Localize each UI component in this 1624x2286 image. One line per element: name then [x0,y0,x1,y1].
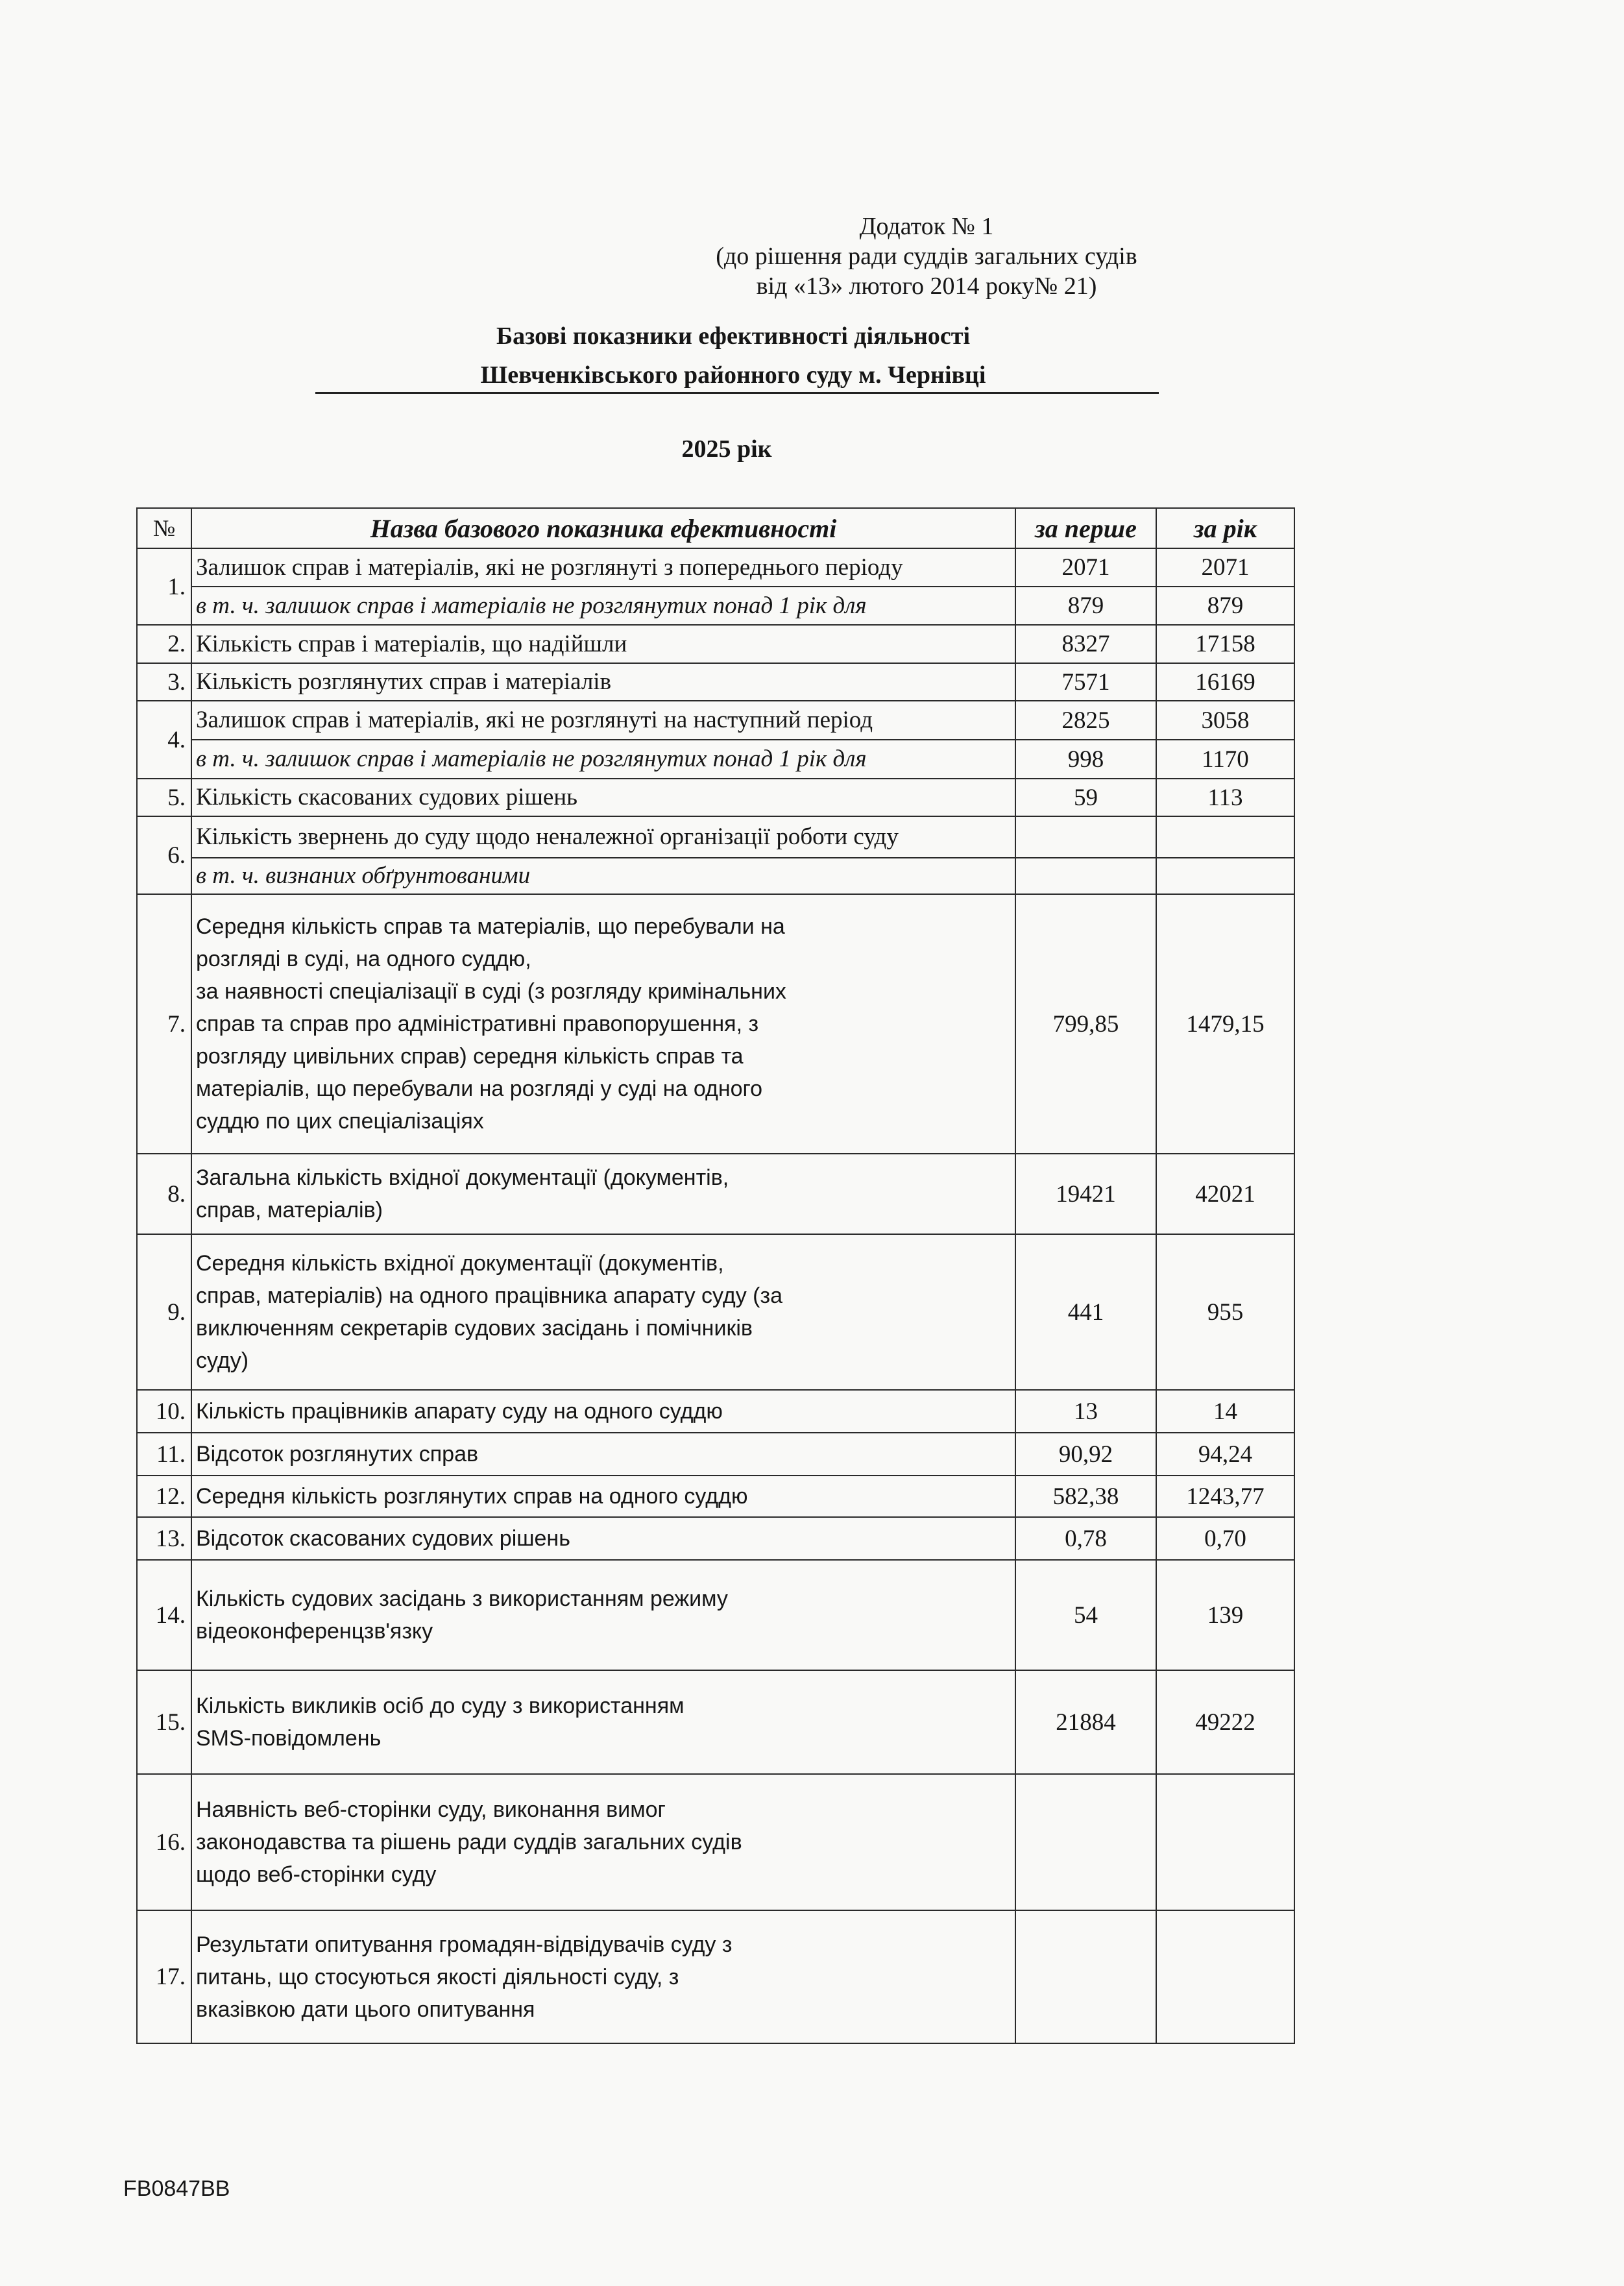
annex-header [699,212,1154,301]
table-row [137,1560,1294,1670]
indicator-line: Загальна кількість вхідної документації (документів, [196,1165,729,1190]
value-first: 799,85 [1015,894,1156,1154]
indicator-line: законодавства та рішень ради суддів загальних судів [196,1830,742,1854]
table-row [137,1390,1294,1433]
value-year: 879 [1156,587,1294,625]
indicator-name: Залишок справ і матеріалів, які не розглянуті з попереднього періоду [191,548,1015,587]
value-year: 42021 [1156,1154,1294,1234]
indicator-name: Кількість звернень до суду щодо неналежної організації роботи суду [191,816,1015,858]
value-first [1015,816,1156,858]
indicator-name: Залишок справ і матеріалів, які не розглянуті на наступний період [191,701,1015,740]
indicator-line: щодо веб-сторінки суду [196,1862,437,1887]
value-first: 19421 [1015,1154,1156,1234]
title-line-1: Базові показники ефективності діяльності [496,322,971,350]
header-number: № [137,508,191,548]
value-year: 1479,15 [1156,894,1294,1154]
indicator-line: SMS-повідомлень [196,1726,382,1751]
indicator-line: питань, що стосуються якості діяльності суду, з [196,1964,679,1989]
table-row [137,740,1294,779]
value-year: 955 [1156,1234,1294,1390]
value-first: 59 [1015,779,1156,816]
value-year: 14 [1156,1390,1294,1433]
indicator-subname: в т. ч. визнаних обґрунтованими [191,858,1015,894]
row-number: 3. [137,663,191,701]
indicator-line: відеоконференцзв'язку [196,1619,433,1644]
indicator-subname: в т. ч. залишок справ і матеріалів не розглянутих понад 1 рік для [191,740,1015,779]
row-number: 11. [137,1433,191,1476]
value-first: 879 [1015,587,1156,625]
indicator-line: Середня кількість справ та матеріалів, що перебували на [196,914,785,939]
value-year: 113 [1156,779,1294,816]
indicator-name [191,1670,1015,1774]
row-number: 4. [137,701,191,779]
value-year: 2071 [1156,548,1294,587]
title-line-2: Шевченківського районного суду м. Чернівці [480,361,986,389]
row-number: 16. [137,1774,191,1910]
value-year: 16169 [1156,663,1294,701]
value-first: 0,78 [1015,1517,1156,1560]
title-underline [315,392,1159,394]
value-first: 2825 [1015,701,1156,740]
row-number: 17. [137,1910,191,2043]
value-year [1156,816,1294,858]
indicator-name [191,1154,1015,1234]
value-year [1156,858,1294,894]
indicator-line: суду) [196,1348,249,1373]
indicator-line: за наявності спеціалізації в суді (з розгляду кримінальних [196,979,786,1004]
value-year [1156,1910,1294,2043]
table-row [137,858,1294,894]
value-first: 90,92 [1015,1433,1156,1476]
table-row [137,625,1294,663]
row-number: 10. [137,1390,191,1433]
row-number: 1. [137,548,191,625]
value-first: 582,38 [1015,1476,1156,1517]
indicator-name: Відсоток розглянутих справ [191,1433,1015,1476]
indicator-subname: в т. ч. залишок справ і матеріалів не розглянутих понад 1 рік для [191,587,1015,625]
value-first [1015,1774,1156,1910]
indicator-name [191,1774,1015,1910]
value-first: 7571 [1015,663,1156,701]
value-first: 21884 [1015,1670,1156,1774]
indicator-line: розгляді в суді, на одного суддю, [196,947,531,971]
value-year: 139 [1156,1560,1294,1670]
value-first [1015,1910,1156,2043]
table-row [137,1433,1294,1476]
indicators-table [136,507,1295,2044]
indicator-name: Кількість скасованих судових рішень [191,779,1015,816]
row-number: 6. [137,816,191,894]
report-year: 2025 рік [681,435,772,463]
document-title [311,317,1155,395]
row-number: 8. [137,1154,191,1234]
indicator-line: Середня кількість вхідної документації (документів, [196,1251,724,1276]
table-row [137,1910,1294,2043]
value-year: 3058 [1156,701,1294,740]
indicator-line: виключенням секретарів судових засідань і помічників [196,1316,753,1341]
row-number: 7. [137,894,191,1154]
value-first: 998 [1015,740,1156,779]
value-first: 441 [1015,1234,1156,1390]
header-first-period: за перше [1015,508,1156,548]
indicator-name: Кількість розглянутих справ і матеріалів [191,663,1015,701]
indicator-line: справ та справ про адміністративні правопорушення, з [196,1012,759,1036]
row-number: 14. [137,1560,191,1670]
row-number: 12. [137,1476,191,1517]
value-year: 49222 [1156,1670,1294,1774]
value-year: 17158 [1156,625,1294,663]
table-row [137,1774,1294,1910]
value-first: 13 [1015,1390,1156,1433]
table-row [137,701,1294,740]
table-row [137,779,1294,816]
value-first: 54 [1015,1560,1156,1670]
indicator-name [191,1910,1015,2043]
indicator-line: суддю по цих спеціалізаціях [196,1109,484,1134]
document-code: FB0847BB [123,2176,230,2201]
indicator-line: розгляду цивільних справ) середня кількість справ та [196,1044,744,1069]
table-row [137,1154,1294,1234]
table-row [137,1517,1294,1560]
table-header-row [137,508,1294,548]
value-year: 1243,77 [1156,1476,1294,1517]
value-first: 2071 [1015,548,1156,587]
indicator-name [191,1234,1015,1390]
table-row [137,548,1294,587]
row-number: 15. [137,1670,191,1774]
header-year: за рік [1156,508,1294,548]
header-indicator-name: Назва базового показника ефективності [191,508,1015,548]
indicator-name: Відсоток скасованих судових рішень [191,1517,1015,1560]
indicator-name [191,894,1015,1154]
value-year: 0,70 [1156,1517,1294,1560]
value-year: 1170 [1156,740,1294,779]
table-row [137,1476,1294,1517]
table-row [137,1670,1294,1774]
annex-line-2: (до рішення ради суддів загальних судів [716,243,1137,270]
table-row [137,894,1294,1154]
indicator-line: матеріалів, що перебували на розгляді у суді на одного [196,1076,763,1101]
value-first [1015,858,1156,894]
table-row [137,663,1294,701]
indicator-line: Наявність веб-сторінки суду, виконання вимог [196,1797,666,1822]
table-row [137,816,1294,858]
indicator-name [191,1560,1015,1670]
indicator-line: Результати опитування громадян-відвідувачів суду з [196,1932,733,1957]
indicator-line: справ, матеріалів) на одного працівника апарату суду (за [196,1283,782,1308]
row-number: 9. [137,1234,191,1390]
indicator-line: вказівкою дати цього опитування [196,1997,535,2022]
annex-line-1: Додаток № 1 [859,213,994,240]
indicator-name: Кількість працівників апарату суду на одного суддю [191,1390,1015,1433]
table-row [137,1234,1294,1390]
indicator-name: Кількість справ і матеріалів, що надійшли [191,625,1015,663]
table-row [137,587,1294,625]
value-year: 94,24 [1156,1433,1294,1476]
indicator-line: Кількість викликів осіб до суду з використанням [196,1694,685,1718]
row-number: 5. [137,779,191,816]
indicator-line: справ, матеріалів) [196,1198,383,1222]
row-number: 13. [137,1517,191,1560]
value-first: 8327 [1015,625,1156,663]
value-year [1156,1774,1294,1910]
indicator-name: Середня кількість розглянутих справ на одного суддю [191,1476,1015,1517]
annex-line-3: від «13» лютого 2014 року№ 21) [756,273,1097,300]
indicator-line: Кількість судових засідань з використанням режиму [196,1587,728,1611]
row-number: 2. [137,625,191,663]
